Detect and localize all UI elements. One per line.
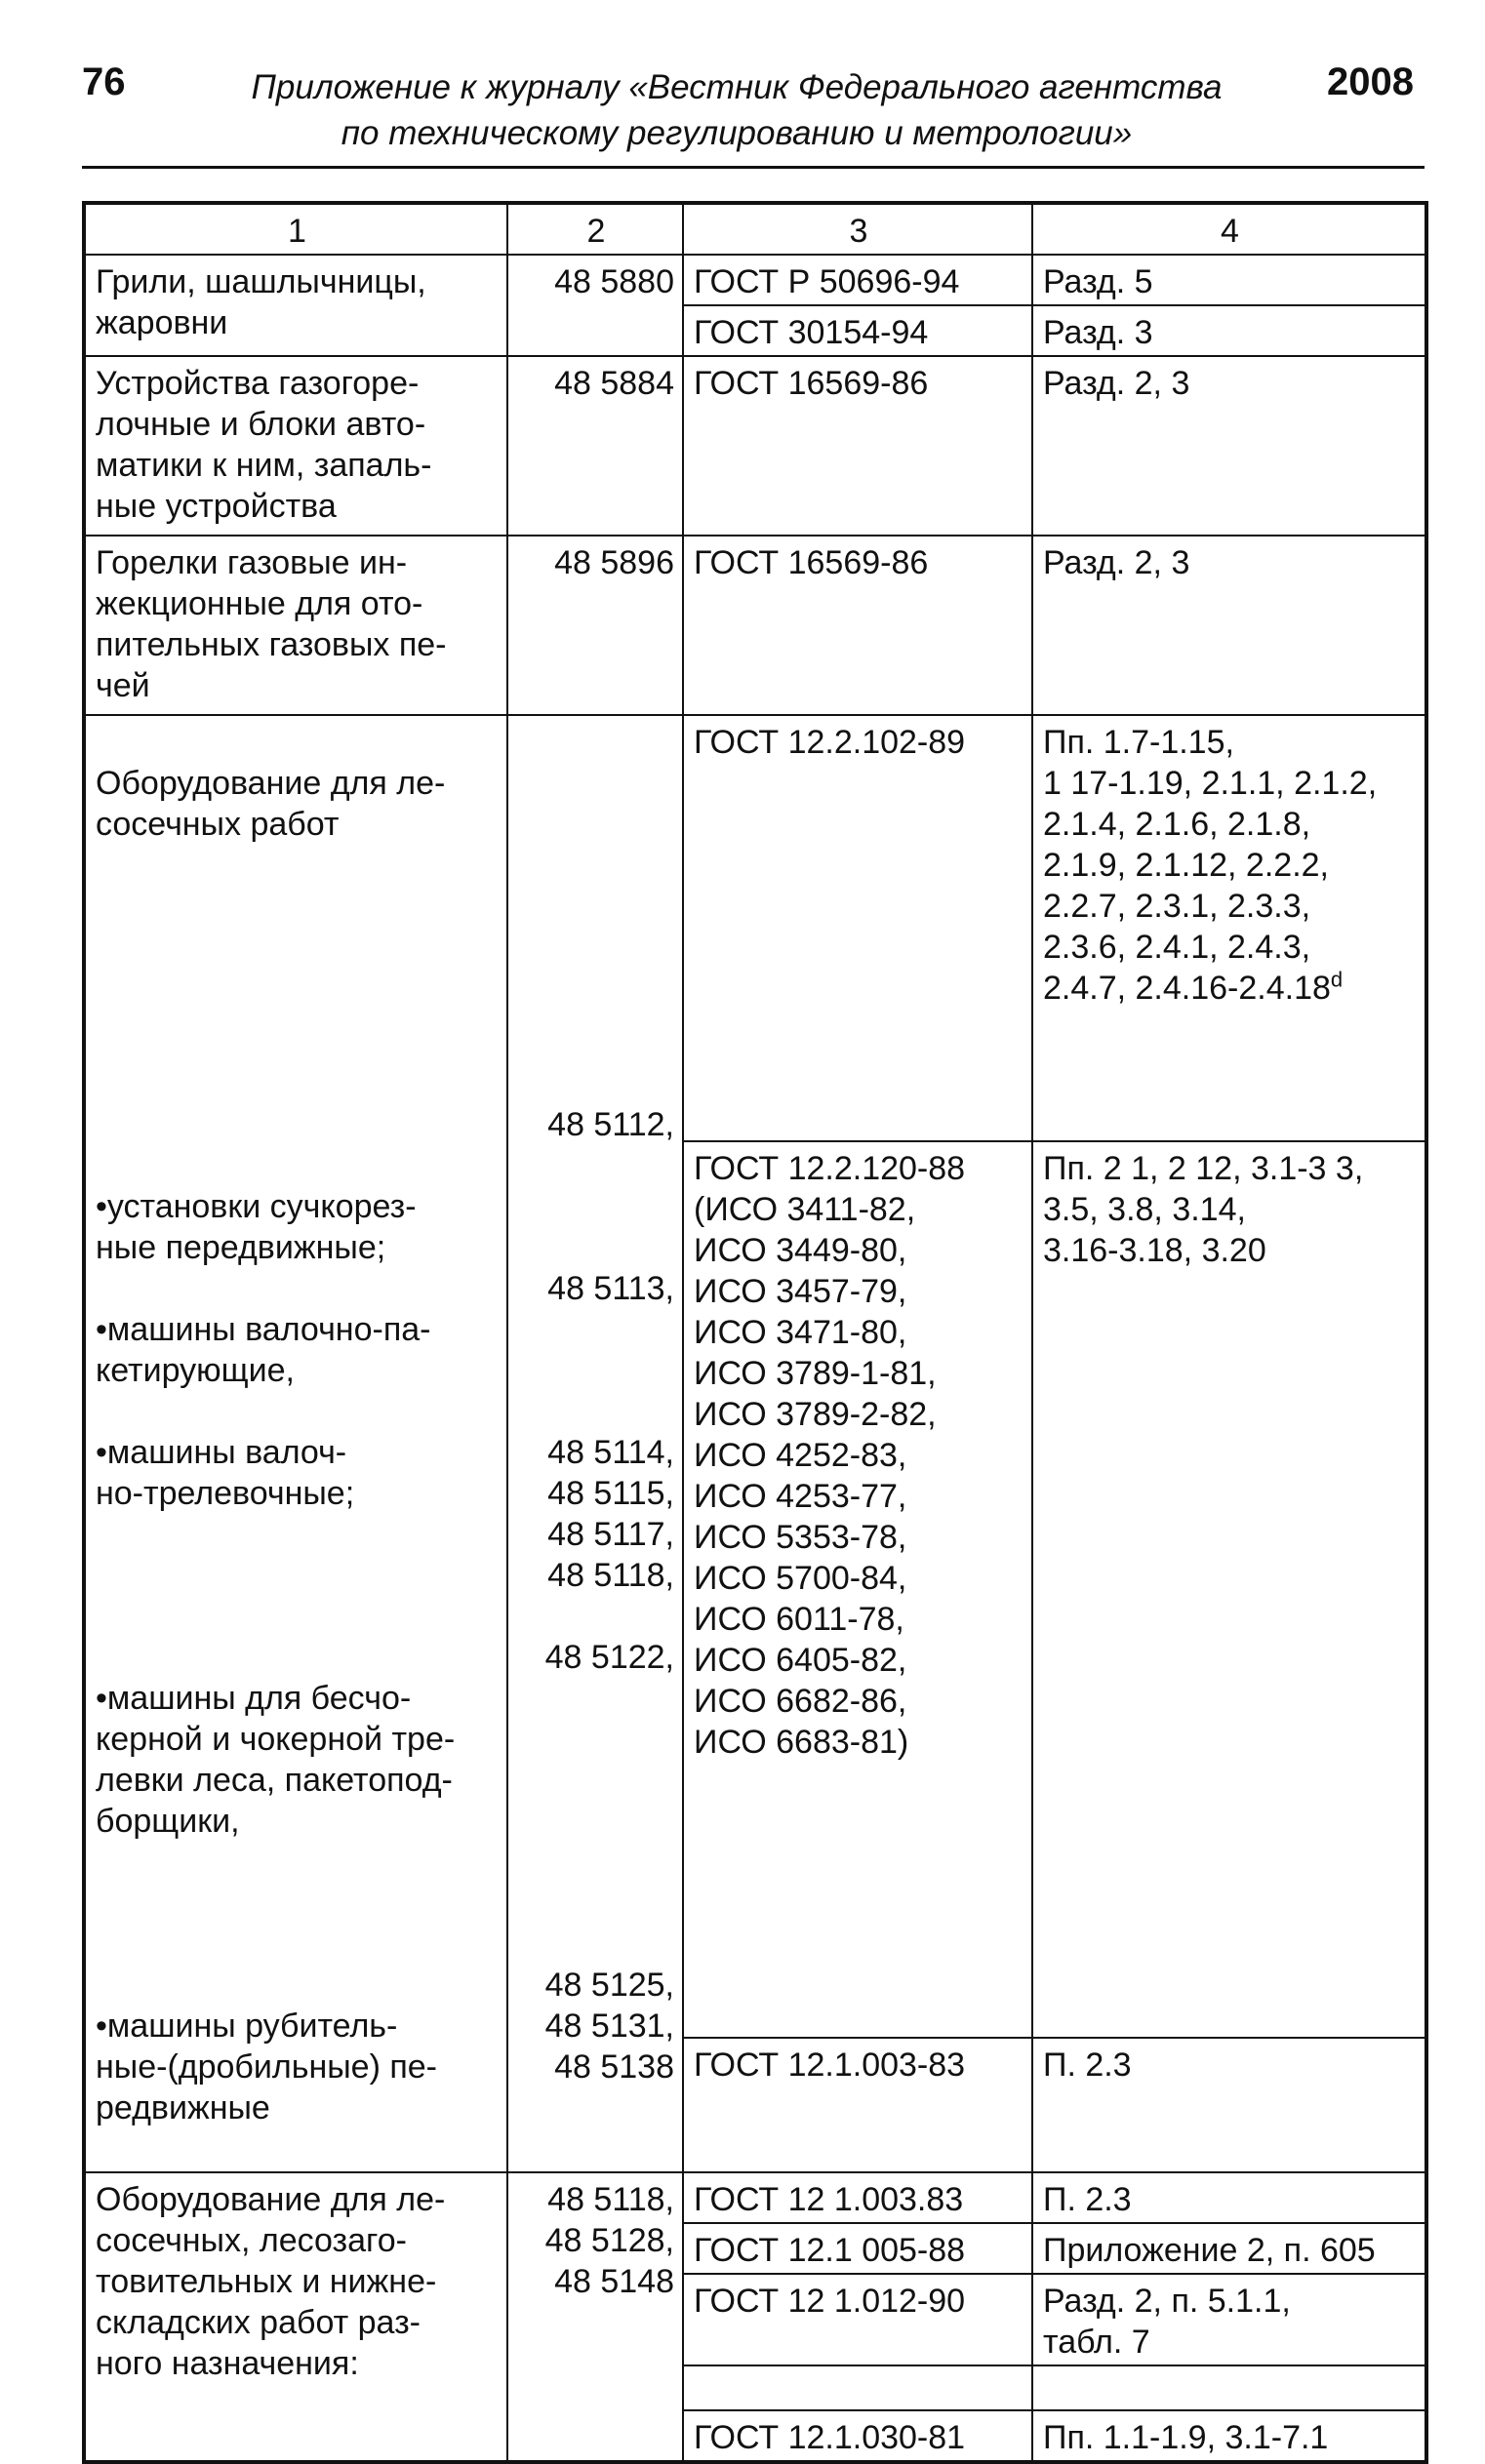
page-number: 76 — [82, 60, 126, 103]
sub-item-code: 48 5112, — [547, 1106, 674, 1143]
section — [1032, 2365, 1426, 2410]
section: Разд. 2, п. 5.1.1, табл. 7 — [1032, 2274, 1426, 2365]
sub-item: • машины валоч- но-трелевочные; — [96, 1432, 499, 1514]
product-code: 48 5884 — [507, 356, 683, 536]
standard: ГОСТ 12.1.030-81 — [683, 2410, 1032, 2462]
footnote-mark: d — [1330, 967, 1344, 992]
column-header-4: 4 — [1032, 203, 1426, 255]
product-code: 48 5896 — [507, 536, 683, 715]
year: 2008 — [1327, 60, 1414, 103]
sub-item: • машины валочно-па- кетирующие, — [96, 1309, 499, 1391]
sub-item: • машины рубитель- ные-(дробильные) пе- редвижные — [96, 2006, 499, 2128]
header-rule — [82, 166, 1425, 169]
standards-table — [82, 201, 1428, 2464]
sub-item-code: 48 5122, — [544, 1639, 674, 1676]
section: Разд. 3 — [1032, 305, 1426, 356]
standard: ГОСТ 12 1.012-90 — [683, 2274, 1032, 2365]
standard: ГОСТ 12.2.120-88 (ИСО 3411-82, ИСО 3449-80, ИСО 3457-79, ИСО 3471-80, ИСО 3789-1-81, ИСО 3789-2-82, ИСО 4252-83, ИСО 4253-77, ИСО 5353-78, ИСО 5700-84, ИСО 6011-78, ИСО 6405-82, ИСО 6682-86, ИСО 6683-81) — [683, 1141, 1032, 2038]
table-row — [84, 255, 1426, 305]
section: Разд. 5 — [1032, 255, 1426, 305]
section: П. 2.3 — [1032, 2172, 1426, 2223]
table-row — [84, 536, 1426, 715]
table-row — [84, 715, 1426, 1141]
sub-item-code: 48 5114, 48 5115, 48 5117, 48 5118, — [547, 1434, 674, 1594]
table-row — [84, 356, 1426, 536]
section-text: Пп. 1.7-1.15, 1 17-1.19, 2.1.1, 2.1.2, 2.1.4, 2.1.6, 2.1.8, 2.1.9, 2.1.12, 2.2.2, 2.2.7, 2.3.1, 2.3.3, 2.3.6, 2.4.1, 2.4.3, 2.4.7, 2.4.16-2.4.18 — [1043, 724, 1378, 1007]
standard: ГОСТ 12 1.003.83 — [683, 2172, 1032, 2223]
product-name: Устройства газогоре- лочные и блоки авто- матики к ним, запаль- ные устройства — [84, 356, 507, 536]
table-row — [84, 2172, 1426, 2223]
standard — [683, 2365, 1032, 2410]
product-name: Горелки газовые ин- жекционные для ото- пительных газовых пе- чей — [84, 536, 507, 715]
header-row — [84, 203, 1426, 255]
standard: ГОСТ 30154-94 — [683, 305, 1032, 356]
section: Разд. 2, 3 — [1032, 356, 1426, 536]
section: Пп. 1.1-1.9, 3.1-7.1 — [1032, 2410, 1426, 2462]
product-name: Грили, шашлычницы, жаровни — [84, 255, 507, 356]
column-header-2: 2 — [507, 203, 683, 255]
section — [1032, 715, 1426, 1141]
sub-item: • установки сучкорез- ные передвижные; — [96, 1186, 499, 1268]
group-title: Оборудование для ле- сосечных работ — [96, 765, 446, 843]
section: Разд. 2, 3 — [1032, 536, 1426, 715]
column-header-3: 3 — [683, 203, 1032, 255]
sub-item-code: 48 5125, 48 5131, 48 5138 — [544, 1967, 674, 2086]
section: П. 2.3 — [1032, 2038, 1426, 2172]
sub-item: • машины для бесчо- керной и чокерной тре- левки леса, пакетопод- борщики, — [96, 1678, 499, 1842]
product-code: 48 5880 — [507, 255, 683, 356]
product-code: 48 5118, 48 5128, 48 5148 — [507, 2172, 683, 2462]
journal-title: Приложение к журналу «Вестник Федерального агентства по техническому регулированию и метрологии» — [251, 68, 1223, 152]
sub-item-code: 48 5113, — [547, 1270, 674, 1307]
standard: ГОСТ 12.1 005-88 — [683, 2223, 1032, 2274]
product-codes — [507, 715, 683, 2172]
section: Приложение 2, п. 605 — [1032, 2223, 1426, 2274]
product-name: Оборудование для ле- сосечных, лесозаго- товительных и нижне- складских работ раз- ного назначения: — [84, 2172, 507, 2462]
standard: ГОСТ 12.1.003-83 — [683, 2038, 1032, 2172]
standard: ГОСТ Р 50696-94 — [683, 255, 1032, 305]
section: Пп. 2 1, 2 12, 3.1-3 3, 3.5, 3.8, 3.14, 3.16-3.18, 3.20 — [1032, 1141, 1426, 2038]
standard: ГОСТ 12.2.102-89 — [683, 715, 1032, 1141]
standard: ГОСТ 16569-86 — [683, 536, 1032, 715]
product-group-lesosech — [84, 715, 507, 2172]
column-header-1: 1 — [84, 203, 507, 255]
standard: ГОСТ 16569-86 — [683, 356, 1032, 536]
